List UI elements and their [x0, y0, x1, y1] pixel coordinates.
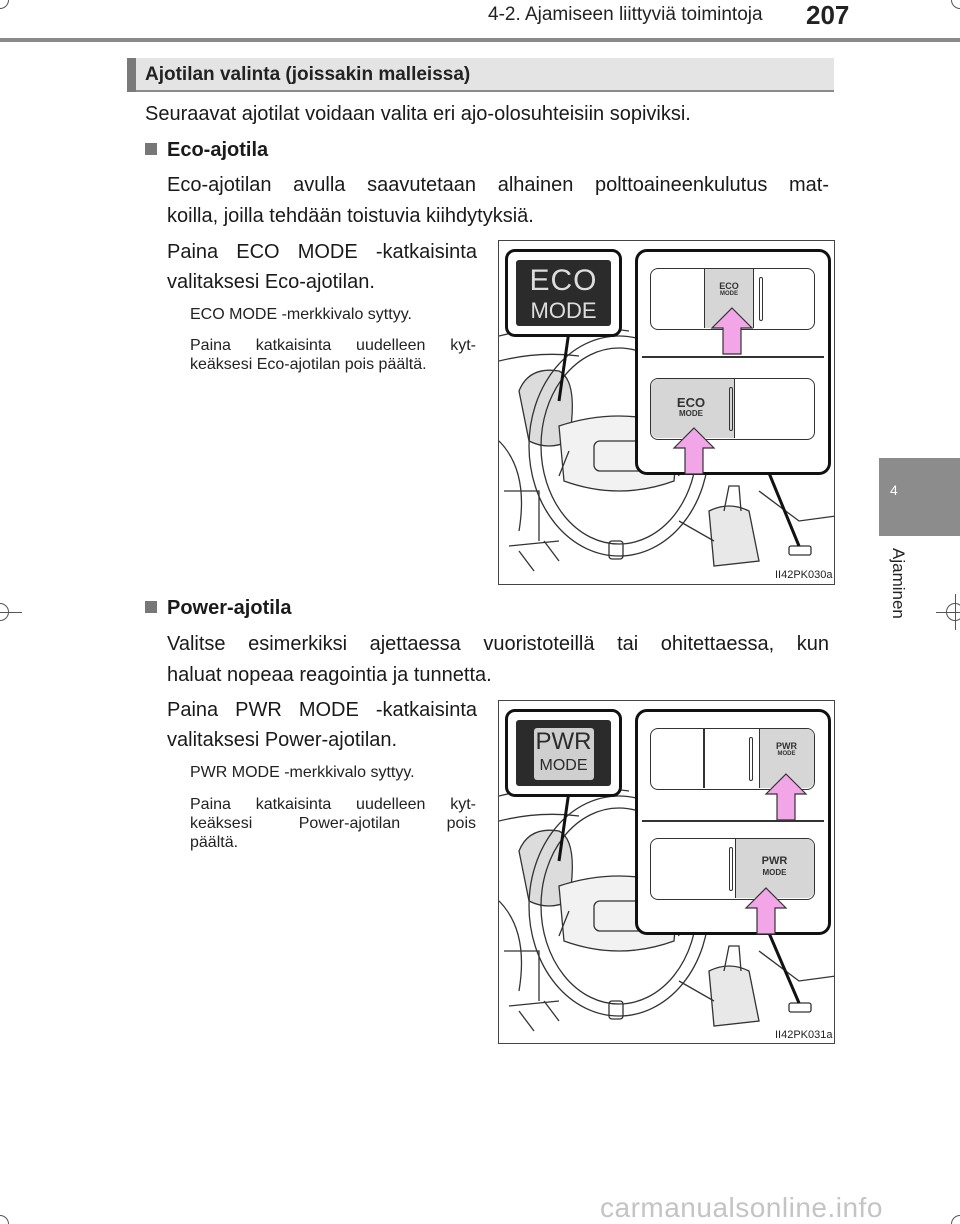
power-switch-lower: [650, 838, 815, 900]
square-bullet-icon: [145, 143, 157, 155]
eco-press-arrow-lower-icon: [672, 426, 716, 476]
crop-mark-top-right: [951, 0, 960, 9]
power-switch-upper-label-top: PWR: [776, 741, 797, 751]
power-indicator-label-top: PWR: [535, 728, 592, 755]
power-heading: Power-ajotila: [167, 597, 292, 619]
power-indicator-callout: [505, 709, 622, 797]
power-note1: PWR MODE -merkkivalo syttyy.: [190, 764, 415, 781]
eco-press-line1: Paina ECO MODE -katkaisinta: [167, 241, 477, 263]
eco-switch-lower-label-bottom: MODE: [679, 409, 703, 418]
power-switch-divider: [642, 820, 824, 822]
eco-switch-upper-label-bottom: MODE: [720, 291, 738, 297]
power-indicator-label-bottom: MODE: [539, 757, 588, 774]
power-description-line1: Valitse esimerkiksi ajettaessa vuoristoteillä tai ohitettaessa, kun: [167, 633, 829, 655]
eco-press-arrow-upper-icon: [710, 306, 754, 356]
eco-switch-upper-label-top: ECO: [719, 281, 739, 291]
power-press-line1: Paina PWR MODE -katkaisinta: [167, 699, 477, 721]
power-switch-callout: [635, 709, 831, 935]
power-press-line2: valitaksesi Power-ajotilan.: [167, 729, 398, 751]
eco-indicator-callout: [505, 249, 622, 337]
page-number: 207: [806, 0, 850, 30]
eco-figure-code: II42PK030a: [775, 569, 833, 581]
power-mode-figure: [498, 700, 835, 1044]
eco-heading: Eco-ajotila: [167, 139, 269, 161]
header-rule: [0, 38, 960, 42]
crop-line-right-middle: [936, 612, 960, 613]
eco-note2-line2: keäksesi Eco-ajotilan pois päältä.: [190, 356, 427, 373]
eco-note2-line1: Paina katkaisinta uudelleen kyt-: [190, 337, 476, 354]
eco-switch-lower-label-top: ECO: [676, 395, 706, 410]
power-press-arrow-lower-icon: [744, 886, 788, 936]
running-header-section: 4-2. Ajamiseen liittyviä toimintoja: [488, 4, 763, 25]
eco-note1: ECO MODE -merkkivalo syttyy.: [190, 306, 412, 323]
eco-heading-row: [145, 139, 268, 162]
power-indicator-light: [516, 720, 611, 786]
section-title: Ajotilan valinta (joissakin malleissa): [145, 64, 471, 85]
chapter-label: Ajaminen: [889, 548, 908, 619]
power-switch-upper-label-bottom: MODE: [777, 751, 796, 757]
eco-indicator-light: [516, 260, 611, 326]
section-header-bar: [127, 58, 136, 92]
power-description-line2: haluat nopeaa reagointia ja tunnetta.: [167, 664, 492, 686]
power-note2-line2: keäksesi Power-ajotilan pois: [190, 815, 476, 832]
eco-switch-divider: [642, 356, 824, 358]
power-note2-line3: päältä.: [190, 834, 239, 851]
eco-press-line2: valitaksesi Eco-ajotilan.: [167, 271, 375, 293]
footer-watermark: carmanualsonline.info: [600, 1192, 883, 1223]
crop-mark-bottom-right: [951, 1215, 960, 1224]
square-bullet-icon: [145, 601, 157, 613]
section-intro: Seuraavat ajotilat voidaan valita eri ajo-olosuhteisiin sopiviksi.: [145, 103, 691, 125]
crop-mark-top-left: [0, 0, 9, 9]
power-note2-line1: Paina katkaisinta uudelleen kyt-: [190, 796, 476, 813]
power-figure-code: II42PK031a: [775, 1029, 833, 1041]
crop-mark-bottom-left: [0, 1215, 9, 1224]
crop-line-right-middle-v: [955, 594, 956, 630]
power-switch-lower-label-bottom: MODE: [762, 868, 787, 877]
eco-mode-figure: [498, 240, 835, 585]
eco-indicator-label-top: ECO: [529, 264, 598, 297]
eco-description-line2: koilla, joilla tehdään toistuvia kiihdytyksiä.: [167, 205, 534, 227]
power-press-arrow-upper-icon: [764, 772, 808, 822]
eco-switch-callout: [635, 249, 831, 475]
power-heading-row: [145, 597, 291, 620]
crop-line-left-middle: [0, 612, 22, 613]
chapter-number: 4: [890, 482, 898, 498]
eco-description-line1: Eco-ajotilan avulla saavutetaan alhainen polttoaineenkulutus mat-: [167, 174, 829, 196]
power-switch-lower-label-top: PWR: [761, 855, 788, 867]
eco-indicator-label-bottom: MODE: [530, 298, 597, 323]
